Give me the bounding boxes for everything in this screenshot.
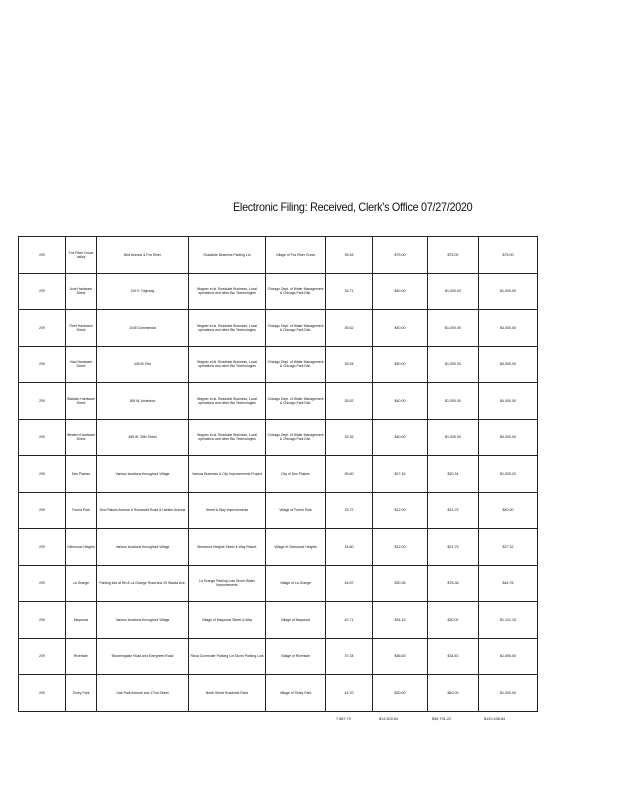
table-cell: Maywood [66,602,97,639]
table-cell: 465 W. 35th Street [97,419,189,456]
table-cell: Village of La Grange [266,565,326,602]
table-cell: Wagner et al. Roadside Business, Local operations and other Bio Technologies [189,273,266,310]
total-area: 7,587.79 [336,717,351,721]
filing-stamp: Electronic Filing: Received, Clerk's Office 07/27/2020 [233,200,473,214]
table-cell: 44.87 [326,565,373,602]
table-cell: 209 [19,237,66,274]
table-cell: Viad Hardware Direct [66,346,97,383]
table-cell: 95.60 [326,456,373,493]
table-cell: 209 [19,492,66,529]
table-cell: 35.62 [326,310,373,347]
table-cell: 34.71 [326,273,373,310]
table-cell: Various locations throughout Village [97,456,189,493]
table-row [19,273,538,310]
table-cell: Forest Park [66,492,97,529]
table-row [19,346,538,383]
table-cell: $4,000.00 [479,310,538,347]
table-cell: $78.36 [428,565,479,602]
table-cell: 35.52 [326,383,373,420]
table-cell: $30.00 [373,675,428,712]
table-cell: Glenwood Heights Street & Way Resurf. [189,529,266,566]
table-cell: Des Plaines Avenue & Roosevelt Road & Harlem Avenue [97,492,189,529]
table-row [19,529,538,566]
table-cell: Roadside Business Parking Lot [189,237,266,274]
table-cell: $30.00 [428,602,479,639]
table-cell: La Grange [66,565,97,602]
table-cell: Chicago Dept. of Water Management & Chicago Park Dist. [266,419,326,456]
table-cell: 209 [19,529,66,566]
table-row [19,638,538,675]
table-cell: Bloomingdale Road and Evergreen Road [97,638,189,675]
table-cell: $21.75 [428,529,479,566]
table-cell: Village of Maywood Street & Way [189,602,266,639]
table-cell: 34.60 [326,529,373,566]
table-cell: $1,000.00 [428,419,479,456]
table-cell: Oak Park Avenue and 171st Street [97,675,189,712]
table-cell: $75.00 [479,237,538,274]
table-cell: $1,000.00 [479,675,538,712]
table-cell: Bird Avenue & Fox River [97,237,189,274]
table-cell: Wagner et al. Roadside Business, Local operations and other Bio Technologies [189,383,266,420]
table-cell: $20.34 [428,456,479,493]
table-cell: Village of Glenwood Heights [266,529,326,566]
table-cell: Riverside [66,638,97,675]
table-cell: 1045 Commercial [97,310,189,347]
table-cell: $34.40 [428,638,479,675]
table-cell: Wabash Hardware Direct [66,383,97,420]
table-cell: Wagner et al. Roadside Business, Local operations and other Bio Technologies [189,419,266,456]
table-row [19,675,538,712]
table-cell: $4,000.00 [479,383,538,420]
table-cell: Axle Hardware Direct [66,273,97,310]
total-col-8: $45,791.22 [432,717,452,721]
table-cell: $27.32 [479,529,538,566]
table-row [19,383,538,420]
table-cell: 35.49 [326,237,373,274]
table-cell: 209 [19,638,66,675]
table-cell: $1,000.00 [428,346,479,383]
table-cell: $40.00 [373,346,428,383]
table-cell: $1,000.00 [428,310,479,347]
table-cell: Fleet Hardware Direct [66,310,97,347]
table-cell: $40.00 [428,675,479,712]
table-cell: $44.76 [479,565,538,602]
table-cell: 209 [19,346,66,383]
table-row [19,565,538,602]
table-row [19,419,538,456]
table-row [19,237,538,274]
table-cell: Chicago Dept. of Water Management & Chicago Park Dist. [266,383,326,420]
table-cell: Village of Riverside [266,638,326,675]
table-cell: $27.45 [373,456,428,493]
table-cell: 35.35 [326,419,373,456]
table-cell: 44.70 [326,675,373,712]
table-cell: 465 W. Anderson [97,383,189,420]
table-cell: $36.63 [373,638,428,675]
table-cell: 35.54 [326,346,373,383]
table-cell: 209 [19,456,66,493]
table-cell: 40.71 [326,602,373,639]
table-cell: $75.00 [428,237,479,274]
table-row [19,310,538,347]
table-cell: Village of Fox River Grove [266,237,326,274]
table-cell: $1,025.20 [479,456,538,493]
table-cell: Wagner et al. Roadside Business, Local operations and other Bio Technologies [189,346,266,383]
table-cell: 209 [19,565,66,602]
table-cell: $12.00 [373,529,428,566]
total-col-9: $120,436.84 [484,717,506,721]
table-cell: Village of Maywood [266,602,326,639]
table-cell: 445 W. Elm [97,346,189,383]
total-col-7: $13,303.54 [379,717,399,721]
table-cell: $40.00 [373,419,428,456]
table-cell: 33.72 [326,492,373,529]
table-cell: $40.00 [373,383,428,420]
table-row [19,492,538,529]
table-cell: 209 [19,273,66,310]
table-cell: $1,121.15 [479,602,538,639]
table-cell: $4,000.00 [479,346,538,383]
table-cell: $40.00 [373,310,428,347]
table-cell: $40.00 [479,492,538,529]
table-cell: $14.75 [428,492,479,529]
table-cell: $30.35 [373,565,428,602]
table-cell: $1,000.00 [428,383,479,420]
table-cell: $1,000.00 [428,273,479,310]
table-cell: $34.15 [373,602,428,639]
table-cell: Various Business & City Improvements Project [189,456,266,493]
table-row [19,602,538,639]
table-cell: Western Hardware Direct [66,419,97,456]
table-cell: Village of Tinley Park [266,675,326,712]
table-cell: Various locations throughout Village [97,602,189,639]
table-cell: 209 [19,383,66,420]
table-cell: 100 E. Highway [97,273,189,310]
table-row [19,456,538,493]
table-cell: $75.00 [373,237,428,274]
table-cell: 209 [19,419,66,456]
table-cell: $1,095.00 [479,638,538,675]
table-cell: Various locations throughout Village [97,529,189,566]
table-cell: $12.00 [373,492,428,529]
table-cell: $1,000.00 [479,273,538,310]
table-cell: Chicago Dept. of Water Management & Chicago Park Dist. [266,310,326,347]
table-cell: $40.00 [373,273,428,310]
table-cell: $4,000.00 [479,419,538,456]
table-cell: Tinley Park [66,675,97,712]
schedule-table [18,236,538,712]
table-cell: 37.34 [326,638,373,675]
table-cell: Chicago Dept. of Water Management & Chicago Park Dist. [266,346,326,383]
table-cell: 209 [19,675,66,712]
table-cell: Des Plaines [66,456,97,493]
table-cell: Parking lots at 9th & La Grange Road and 25 Waiola Ave. [97,565,189,602]
table-cell: La Grange Parking Lots Storm Water Improvements [189,565,266,602]
table-cell: Glenwood Heights [66,529,97,566]
table-cell: Ricca Commuter Parking Lot Storm Parking Lots [189,638,266,675]
table-cell: 209 [19,602,66,639]
table-cell: Chicago Dept. of Water Management & Chicago Park Dist. [266,273,326,310]
table-cell: 209 [19,310,66,347]
table-cell: Fox River Grove Valley [66,237,97,274]
table-cell: Wagner et al. Roadside Business, Local operations and other Bio Technologies [189,310,266,347]
table-cell: Street & Way Improvements [189,492,266,529]
table-cell: Village of Forest Park [266,492,326,529]
table-cell: City of Des Plaines [266,456,326,493]
table-cell: North Street Roadside Parts [189,675,266,712]
